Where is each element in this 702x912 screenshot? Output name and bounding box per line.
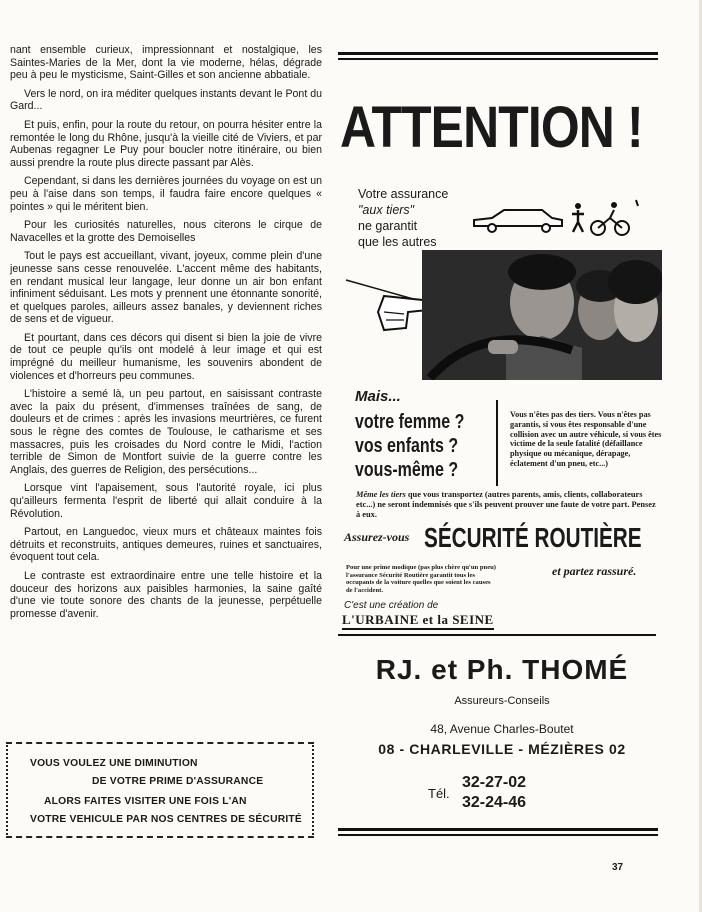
agency-city: 08 - CHARLEVILLE - MÉZIÈRES 02 xyxy=(378,741,626,757)
article-column xyxy=(10,44,322,626)
bottom-rule xyxy=(338,828,658,836)
article-paragraph: Pour les curiosités naturelles, nous citerons le cirque de Navacelles et la grotte des Demoiselles xyxy=(10,219,322,244)
promo-line: ALORS FAITES VISITER UNE FOIS L'AN xyxy=(44,796,247,807)
traffic-pictogram-icon xyxy=(470,196,640,240)
third-parties-text: Même les tiers que vous transportez (autres parents, amis, clients, collaborateurs etc...) ne seront indemnisés que s'ils peuvent prouver une faute de votre part. Pensez à eux. xyxy=(356,490,656,519)
mais-text: Mais... xyxy=(355,388,401,405)
assurance-text: Votre assurance "aux tiers" ne garantit que les autres xyxy=(358,187,449,249)
middle-rule xyxy=(338,634,656,636)
promo-line: VOUS VOULEZ UNE DIMINUTION xyxy=(30,758,198,769)
promo-box xyxy=(6,742,314,838)
tel-label: Tél. xyxy=(428,786,450,801)
assurez-text: Assurez-vous xyxy=(344,530,410,544)
article-paragraph: Cependant, si dans les dernières journées du voyage on est un peu à l'aise dans son temps, il faudra faire encore quelques « pointes » qui le méritent bien. xyxy=(10,175,322,213)
top-rule xyxy=(338,52,658,60)
insurance-ad xyxy=(330,44,666,854)
family-car-photo xyxy=(422,250,662,380)
premium-smallprint: Pour une prime modique (pas plus chère qu'un pneu) l'assurance Sécurité Routière garantit tous les occupants de la voiture quelles que soient les causes de l'accident. xyxy=(346,564,496,594)
article-paragraph: nant ensemble curieux, impressionnant et nostalgique, les Saintes-Maries de la Mer, dont la vie moderne, hélas, dégrade peu à peu le mysticisme, Saint-Gilles et son ancienne abbatiale. xyxy=(10,44,322,82)
article-paragraph: Partout, en Languedoc, vieux murs et châteaux maintes fois détruits et reconstruits, antiques demeures, ruines et sanctuaires, évoquent tout cela. xyxy=(10,526,322,564)
agency-address: 48, Avenue Charles-Boutet xyxy=(430,722,574,736)
article-paragraph: Tout le pays est accueillant, vivant, joyeux, comme plein d'une jeunesse sans cesse renouvelée. L'accent même des habitants, en rendant musical leur langage, leur donne un air bon enfant infiniment séduisant. Les mots y prennent une étonnante sonorité, et quelques paroles, ailleurs assez banales, y deviennent riches de sens et de vigueur. xyxy=(10,250,322,326)
coverage-warning-text: Vous n'êtes pas des tiers. Vous n'êtes pas garantis, si vous êtes responsable d'une collision avec un autre véhicule, si vous êtes victime de la seule fatalité (défaillance physique ou mécanique, dérapage, éclatement d'un pneu, etc...) xyxy=(510,410,662,468)
questions-list: votre femme ? vos enfants ? vous-même ? xyxy=(355,411,465,481)
article-paragraph: Et puis, enfin, pour la route du retour, on pourra hésiter entre la remontée le long du Rhône, jusqu'à la vieille cité de Viviers, et par Aubenas regagner Le Puy pour boucler notre itinéraire, ou bien aussi prendre la route plus directe passant par Alès. xyxy=(10,118,322,169)
creation-text: C'est une création de xyxy=(344,600,439,611)
ad-headline: ATTENTION ! xyxy=(340,95,643,160)
promo-line: DE VOTRE PRIME D'ASSURANCE xyxy=(92,776,264,787)
securite-routiere-title: SÉCURITÉ ROUTIÈRE xyxy=(424,522,642,553)
article-paragraph: L'histoire a semé là, un peu partout, en saisissant contraste avec la paix du présent, d'immenses traînées de sang, de douleurs et de crimes : après les invasions meurtrières, ce furent sous le règne des comtes de Toulouse, le catharisme et ses massacres, puis les croisades du Nord contre le Midi, l'action terrible de Simon de Montfort suivie de la guerre contre les Anglais, des guerres de Religion, des persécutions... xyxy=(10,388,322,476)
agency-name: RJ. et Ph. THOMÉ xyxy=(375,654,629,685)
vertical-divider xyxy=(496,400,498,486)
agency-subtitle: Assureurs-Conseils xyxy=(454,695,550,707)
article-paragraph: Lorsque vint l'apaisement, sous l'autorité royale, ici plus qu'ailleurs fermenta l'esprit de liberté qui allait conduire à la Révolution. xyxy=(10,482,322,520)
phone-number: 32-24-46 xyxy=(462,794,527,811)
promo-line: VOTRE VEHICULE PAR NOS CENTRES DE SÉCURITÉ xyxy=(30,814,302,825)
article-paragraph: Vers le nord, on ira méditer quelques instants devant le Pont du Gard... xyxy=(10,87,322,113)
article-paragraph: Et pourtant, dans ces décors qui disent si bien la joie de vivre de tout ce peuple qu'ils ont modelé à leur image et qui est imprégné du meilleur humanisme, les souvenirs abondent de violences et d'horreurs peu communes. xyxy=(10,331,322,382)
insurer-name: L'URBAINE et la SEINE xyxy=(342,612,494,630)
article-paragraph: Le contraste est extraordinaire entre une telle histoire et la douceur des horizons aux paisibles harmonies, la saine gaîté d'une vie toute sonore des chants de la jeunesse, perpétuelle promesse d'avenir. xyxy=(10,569,322,620)
photo-illustration-icon xyxy=(422,250,662,380)
phone-number: 32-27-02 xyxy=(462,774,527,791)
page-number: 37 xyxy=(612,862,624,873)
partez-text: et partez rassuré. xyxy=(552,564,637,578)
